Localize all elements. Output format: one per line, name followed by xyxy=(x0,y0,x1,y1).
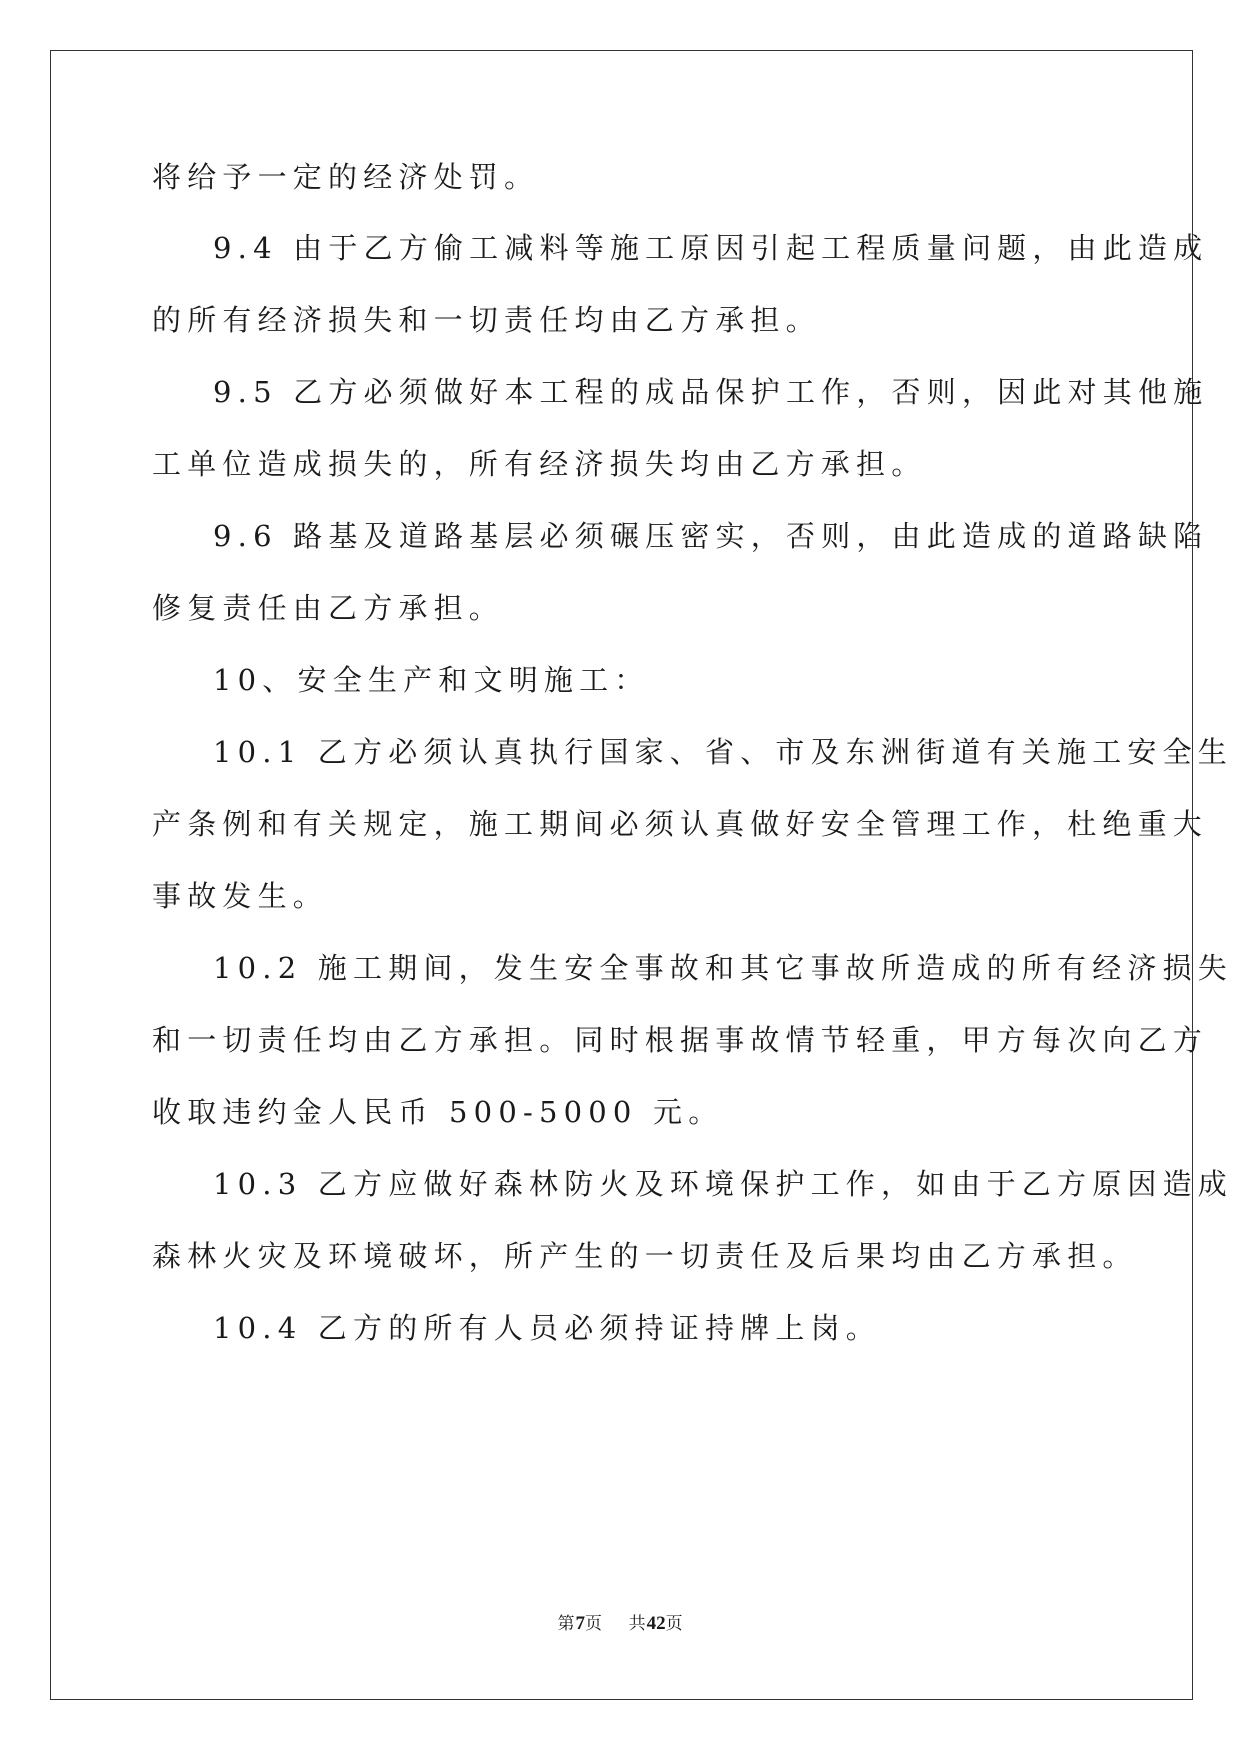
page-prefix: 第 xyxy=(557,1614,576,1634)
text-line: 将给予一定的经济处罚。 xyxy=(152,160,540,194)
text-line: 产条例和有关规定，施工期间必须认真做好安全管理工作，杜绝重大 xyxy=(152,807,1209,841)
text-line: 10.3 乙方应做好森林防火及环境保护工作，如由于乙方原因造成 xyxy=(213,1167,1233,1201)
text-line: 工单位造成损失的，所有经济损失均由乙方承担。 xyxy=(152,447,927,481)
total-prefix: 共 xyxy=(628,1614,647,1634)
page-suffix: 页 xyxy=(584,1614,603,1634)
text-line: 的所有经济损失和一切责任均由乙方承担。 xyxy=(152,303,821,337)
page-footer xyxy=(0,1609,1241,1635)
text-line: 事故发生。 xyxy=(152,879,329,913)
text-line: 10、安全生产和文明施工： xyxy=(213,663,650,697)
text-line: 修复责任由乙方承担。 xyxy=(152,591,505,625)
page-number: 7 xyxy=(575,1613,585,1634)
text-line: 10.2 施工期间，发生安全事故和其它事故所造成的所有经济损失 xyxy=(213,951,1233,985)
text-line: 收取违约金人民币 500-5000 元。 xyxy=(152,1095,724,1129)
text-line: 10.1 乙方必须认真执行国家、省、市及东洲街道有关施工安全生 xyxy=(213,735,1233,769)
page-border xyxy=(50,50,1233,1700)
text-line: 9.5 乙方必须做好本工程的成品保护工作，否则，因此对其他施 xyxy=(213,375,1209,409)
text-line: 和一切责任均由乙方承担。同时根据事故情节轻重，甲方每次向乙方 xyxy=(152,1023,1209,1057)
text-line: 9.4 由于乙方偷工减料等施工原因引起工程质量问题，由此造成 xyxy=(213,231,1209,265)
text-line: 9.6 路基及道路基层必须碾压密实，否则，由此造成的道路缺陷 xyxy=(213,519,1209,553)
total-pages: 42 xyxy=(646,1613,666,1634)
total-suffix: 页 xyxy=(665,1614,684,1634)
text-line: 10.4 乙方的所有人员必须持证持牌上岗。 xyxy=(213,1311,881,1345)
text-line: 森林火灾及环境破坏，所产生的一切责任及后果均由乙方承担。 xyxy=(152,1239,1138,1273)
